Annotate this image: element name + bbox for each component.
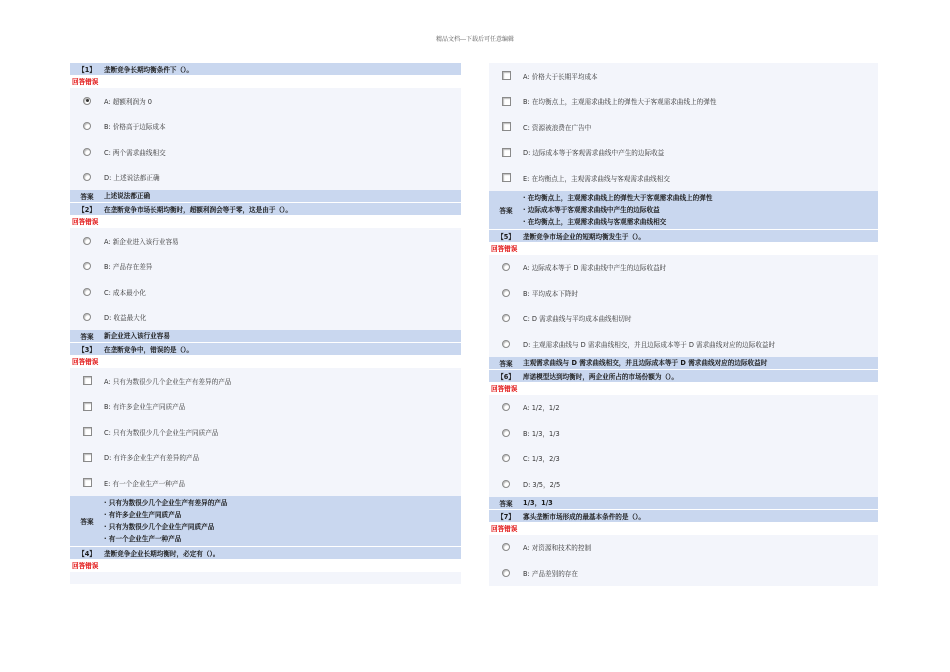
options-list	[70, 228, 461, 330]
left-column	[70, 63, 461, 584]
options-list	[70, 88, 461, 190]
question-number: 【6】	[497, 372, 515, 381]
option-marker	[489, 340, 523, 348]
option-label: B: 在均衡点上，主观需求曲线上的弹性大于客观需求曲线上的弹性	[523, 98, 717, 107]
option-marker	[70, 237, 104, 245]
checkbox[interactable]	[83, 376, 92, 385]
option-marker	[70, 478, 104, 487]
option-label: D: 边际成本等于客观需求曲线中产生的边际收益	[523, 149, 665, 158]
question-text: 库诺模型达到均衡时，两企业所占的市场份额为（）。	[523, 372, 678, 381]
question-header	[489, 230, 878, 243]
question-number: 【7】	[497, 512, 515, 521]
options-list	[70, 572, 461, 584]
question-number: 【4】	[78, 549, 96, 558]
radio-button[interactable]	[502, 314, 510, 322]
question-number: 【1】	[78, 66, 96, 74]
option-marker	[489, 289, 523, 297]
option-label: A: 新企业进入该行业容易	[104, 237, 179, 246]
option-label: A: 对资源和技术的控制	[523, 544, 592, 553]
radio-button[interactable]	[83, 262, 91, 270]
answer-label: 答案	[499, 499, 513, 508]
question-header	[70, 203, 461, 216]
option-marker	[489, 480, 523, 488]
radio-button[interactable]	[83, 237, 91, 245]
question-text: 垄断竞争长期均衡条件下（）。	[104, 66, 194, 74]
option-marker	[489, 173, 523, 182]
question-header	[70, 63, 461, 76]
option-row[interactable]	[489, 280, 878, 306]
option-marker	[70, 122, 104, 130]
answer-values	[523, 496, 878, 510]
answer-label: 答案	[499, 359, 513, 368]
option-marker	[489, 122, 523, 131]
question-header	[489, 510, 878, 523]
answer-row	[70, 496, 461, 547]
option-marker	[489, 71, 523, 80]
option-marker	[70, 173, 104, 181]
checkbox[interactable]	[502, 71, 511, 80]
option-label: D: 有许多企业生产有差异的产品	[104, 454, 200, 463]
option-row[interactable]	[489, 140, 878, 166]
answer-value: · 有许多企业生产同质产品	[104, 510, 182, 519]
option-row[interactable]	[70, 165, 461, 191]
checkbox[interactable]	[83, 478, 92, 487]
option-label: C: 只有为数很少几个企业生产同质产品	[104, 428, 219, 437]
radio-button[interactable]	[502, 340, 510, 348]
answer-values	[523, 356, 878, 370]
question-number: 【3】	[78, 346, 96, 354]
option-row[interactable]	[70, 445, 461, 471]
option-label: B: 平均成本下降时	[523, 289, 578, 298]
option-marker	[489, 403, 523, 411]
option-marker	[489, 97, 523, 106]
answer-value: · 有一个企业生产一种产品	[104, 534, 182, 543]
question-number: 【5】	[497, 232, 515, 241]
option-label: B: 产品存在差异	[104, 263, 153, 272]
radio-button[interactable]	[502, 429, 510, 437]
option-label: A: 边际成本等于 D 需求曲线中产生的边际收益时	[523, 264, 667, 273]
option-label: E: 有一个企业生产一种产品	[104, 479, 186, 488]
option-row[interactable]	[70, 419, 461, 445]
option-label: B: 有许多企业生产同质产品	[104, 403, 186, 412]
option-row[interactable]	[489, 63, 878, 89]
answer-value: · 只有为数很少几个企业生产有差异的产品	[104, 498, 228, 507]
question-text: 垄断竞争市场企业的短期均衡发生于（）。	[523, 232, 645, 241]
answer-value: 新企业进入该行业容易	[104, 332, 170, 340]
radio-button[interactable]	[83, 288, 91, 296]
wrong-answer-label: 回答错误	[72, 358, 99, 366]
wrong-answer-label: 回答错误	[72, 218, 99, 226]
wrong-answer-label: 回答错误	[491, 524, 518, 533]
question-header	[489, 370, 878, 383]
answer-values	[104, 329, 461, 343]
option-label: D: 收益最大化	[104, 314, 147, 323]
checkbox[interactable]	[502, 173, 511, 182]
question-number: 【2】	[78, 206, 96, 214]
options-list	[489, 395, 878, 497]
checkbox[interactable]	[502, 148, 511, 157]
option-marker	[489, 543, 523, 551]
option-row[interactable]	[489, 165, 878, 191]
option-marker	[489, 263, 523, 271]
options-list	[489, 535, 878, 586]
radio-button[interactable]	[502, 454, 510, 462]
wrong-answer-label: 回答错误	[491, 384, 518, 393]
option-marker	[489, 429, 523, 437]
answer-label: 答案	[80, 517, 94, 526]
radio-button[interactable]	[83, 313, 91, 321]
option-row[interactable]	[489, 446, 878, 472]
option-row[interactable]	[70, 470, 461, 496]
radio-button[interactable]	[502, 403, 510, 411]
option-label: C: D 需求曲线与平均成本曲线相切时	[523, 315, 632, 324]
option-row[interactable]	[489, 560, 878, 586]
option-label: A: 1/2，1/2	[523, 404, 560, 413]
checkbox[interactable]	[83, 427, 92, 436]
radio-button[interactable]	[502, 289, 510, 297]
option-marker	[70, 376, 104, 385]
option-label: C: 资源被浪费在广告中	[523, 123, 592, 132]
answer-value: 上述说法都正确	[104, 192, 151, 200]
option-row[interactable]	[489, 89, 878, 115]
option-row[interactable]	[70, 305, 461, 331]
question-text: 垄断竞争企业长期均衡时，必定有（）。	[104, 549, 220, 558]
option-marker	[70, 148, 104, 156]
checkbox[interactable]	[83, 402, 92, 411]
radio-button[interactable]	[83, 97, 91, 105]
option-row[interactable]	[489, 420, 878, 446]
answer-values	[104, 496, 461, 546]
option-marker	[70, 288, 104, 296]
option-label: D: 3/5，2/5	[523, 480, 561, 489]
option-marker	[489, 569, 523, 577]
answer-row	[489, 191, 878, 230]
answer-value: 1/3，1/3	[523, 498, 553, 507]
answer-value: · 边际成本等于客观需求曲线中产生的边际收益	[523, 205, 660, 214]
question-header	[70, 343, 461, 356]
answer-value: 主观需求曲线与 D 需求曲线相交，并且边际成本等于 D 需求曲线对应的边际收益时	[523, 358, 768, 367]
option-marker	[70, 97, 104, 105]
answer-label: 答案	[80, 333, 94, 341]
option-row[interactable]	[489, 255, 878, 281]
option-label: A: 价格大于长期平均成本	[523, 72, 598, 81]
option-label: A: 超额利润为 0	[104, 97, 152, 106]
right-column	[489, 63, 878, 586]
answer-value: · 在均衡点上，主观需求曲线上的弹性大于客观需求曲线上的弹性	[523, 193, 713, 202]
option-row[interactable]	[70, 88, 461, 114]
radio-button[interactable]	[502, 543, 510, 551]
options-list	[489, 255, 878, 357]
radio-button[interactable]	[502, 480, 510, 488]
answer-label: 答案	[499, 206, 513, 215]
option-row[interactable]	[70, 254, 461, 280]
option-label: B: 产品差别的存在	[523, 569, 578, 578]
option-row[interactable]	[489, 471, 878, 497]
radio-button[interactable]	[502, 569, 510, 577]
answer-row	[70, 330, 461, 343]
option-marker	[489, 148, 523, 157]
options-list	[70, 368, 461, 496]
answer-row	[489, 497, 878, 510]
option-row[interactable]	[70, 228, 461, 254]
question-header	[70, 547, 461, 560]
answer-value: · 在均衡点上，主观需求曲线与客观需求曲线相交	[523, 217, 667, 226]
option-row[interactable]	[489, 395, 878, 421]
page-header: 精品文档---下载后可任意编辑	[435, 36, 515, 43]
option-row[interactable]	[70, 368, 461, 394]
question-text: 在垄断竞争市场长期均衡时，超额利润会等于零，这是由于（）。	[104, 206, 292, 214]
answer-row	[489, 357, 878, 370]
option-label: C: 成本最小化	[104, 288, 146, 297]
wrong-answer-label: 回答错误	[72, 78, 99, 86]
option-label: B: 1/3，1/3	[523, 429, 560, 438]
option-label: C: 两个需求曲线相交	[104, 148, 166, 157]
answer-row	[70, 190, 461, 203]
options-list	[489, 63, 878, 191]
option-row[interactable]	[70, 114, 461, 140]
wrong-answer-label: 回答错误	[491, 244, 518, 253]
option-row[interactable]	[489, 114, 878, 140]
option-row[interactable]	[489, 306, 878, 332]
radio-button[interactable]	[83, 148, 91, 156]
answer-values	[104, 189, 461, 203]
option-label: A: 只有为数很少几个企业生产有差异的产品	[104, 377, 232, 386]
option-label: B: 价格高于边际成本	[104, 123, 166, 132]
option-label: E: 在均衡点上，主观需求曲线与客观需求曲线相交	[523, 174, 670, 183]
option-marker	[70, 453, 104, 462]
checkbox[interactable]	[502, 122, 511, 131]
question-text: 寡头垄断市场形成的最基本条件的是（）。	[523, 512, 645, 521]
option-marker	[70, 427, 104, 436]
wrong-answer-label: 回答错误	[72, 561, 99, 570]
radio-button[interactable]	[502, 263, 510, 271]
radio-button[interactable]	[83, 122, 91, 130]
option-row[interactable]	[489, 535, 878, 561]
option-row[interactable]	[489, 331, 878, 357]
answer-value: · 只有为数很少几个企业生产同质产品	[104, 522, 215, 531]
option-marker	[70, 262, 104, 270]
option-marker	[489, 314, 523, 322]
radio-button[interactable]	[83, 173, 91, 181]
answer-values	[523, 191, 878, 229]
option-label: D: 上述说法都正确	[104, 174, 160, 183]
checkbox[interactable]	[502, 97, 511, 106]
option-label: D: 主观需求曲线与 D 需求曲线相交，并且边际成本等于 D 需求曲线对应的边际收益时	[523, 340, 776, 349]
option-marker	[70, 402, 104, 411]
option-row[interactable]	[70, 394, 461, 420]
checkbox[interactable]	[83, 453, 92, 462]
option-marker	[489, 454, 523, 462]
option-row[interactable]	[70, 139, 461, 165]
option-marker	[70, 313, 104, 321]
question-text: 在垄断竞争中，错误的是（）。	[104, 346, 194, 354]
answer-label: 答案	[80, 193, 94, 201]
option-label: C: 1/3，2/3	[523, 455, 560, 464]
option-row[interactable]	[70, 279, 461, 305]
